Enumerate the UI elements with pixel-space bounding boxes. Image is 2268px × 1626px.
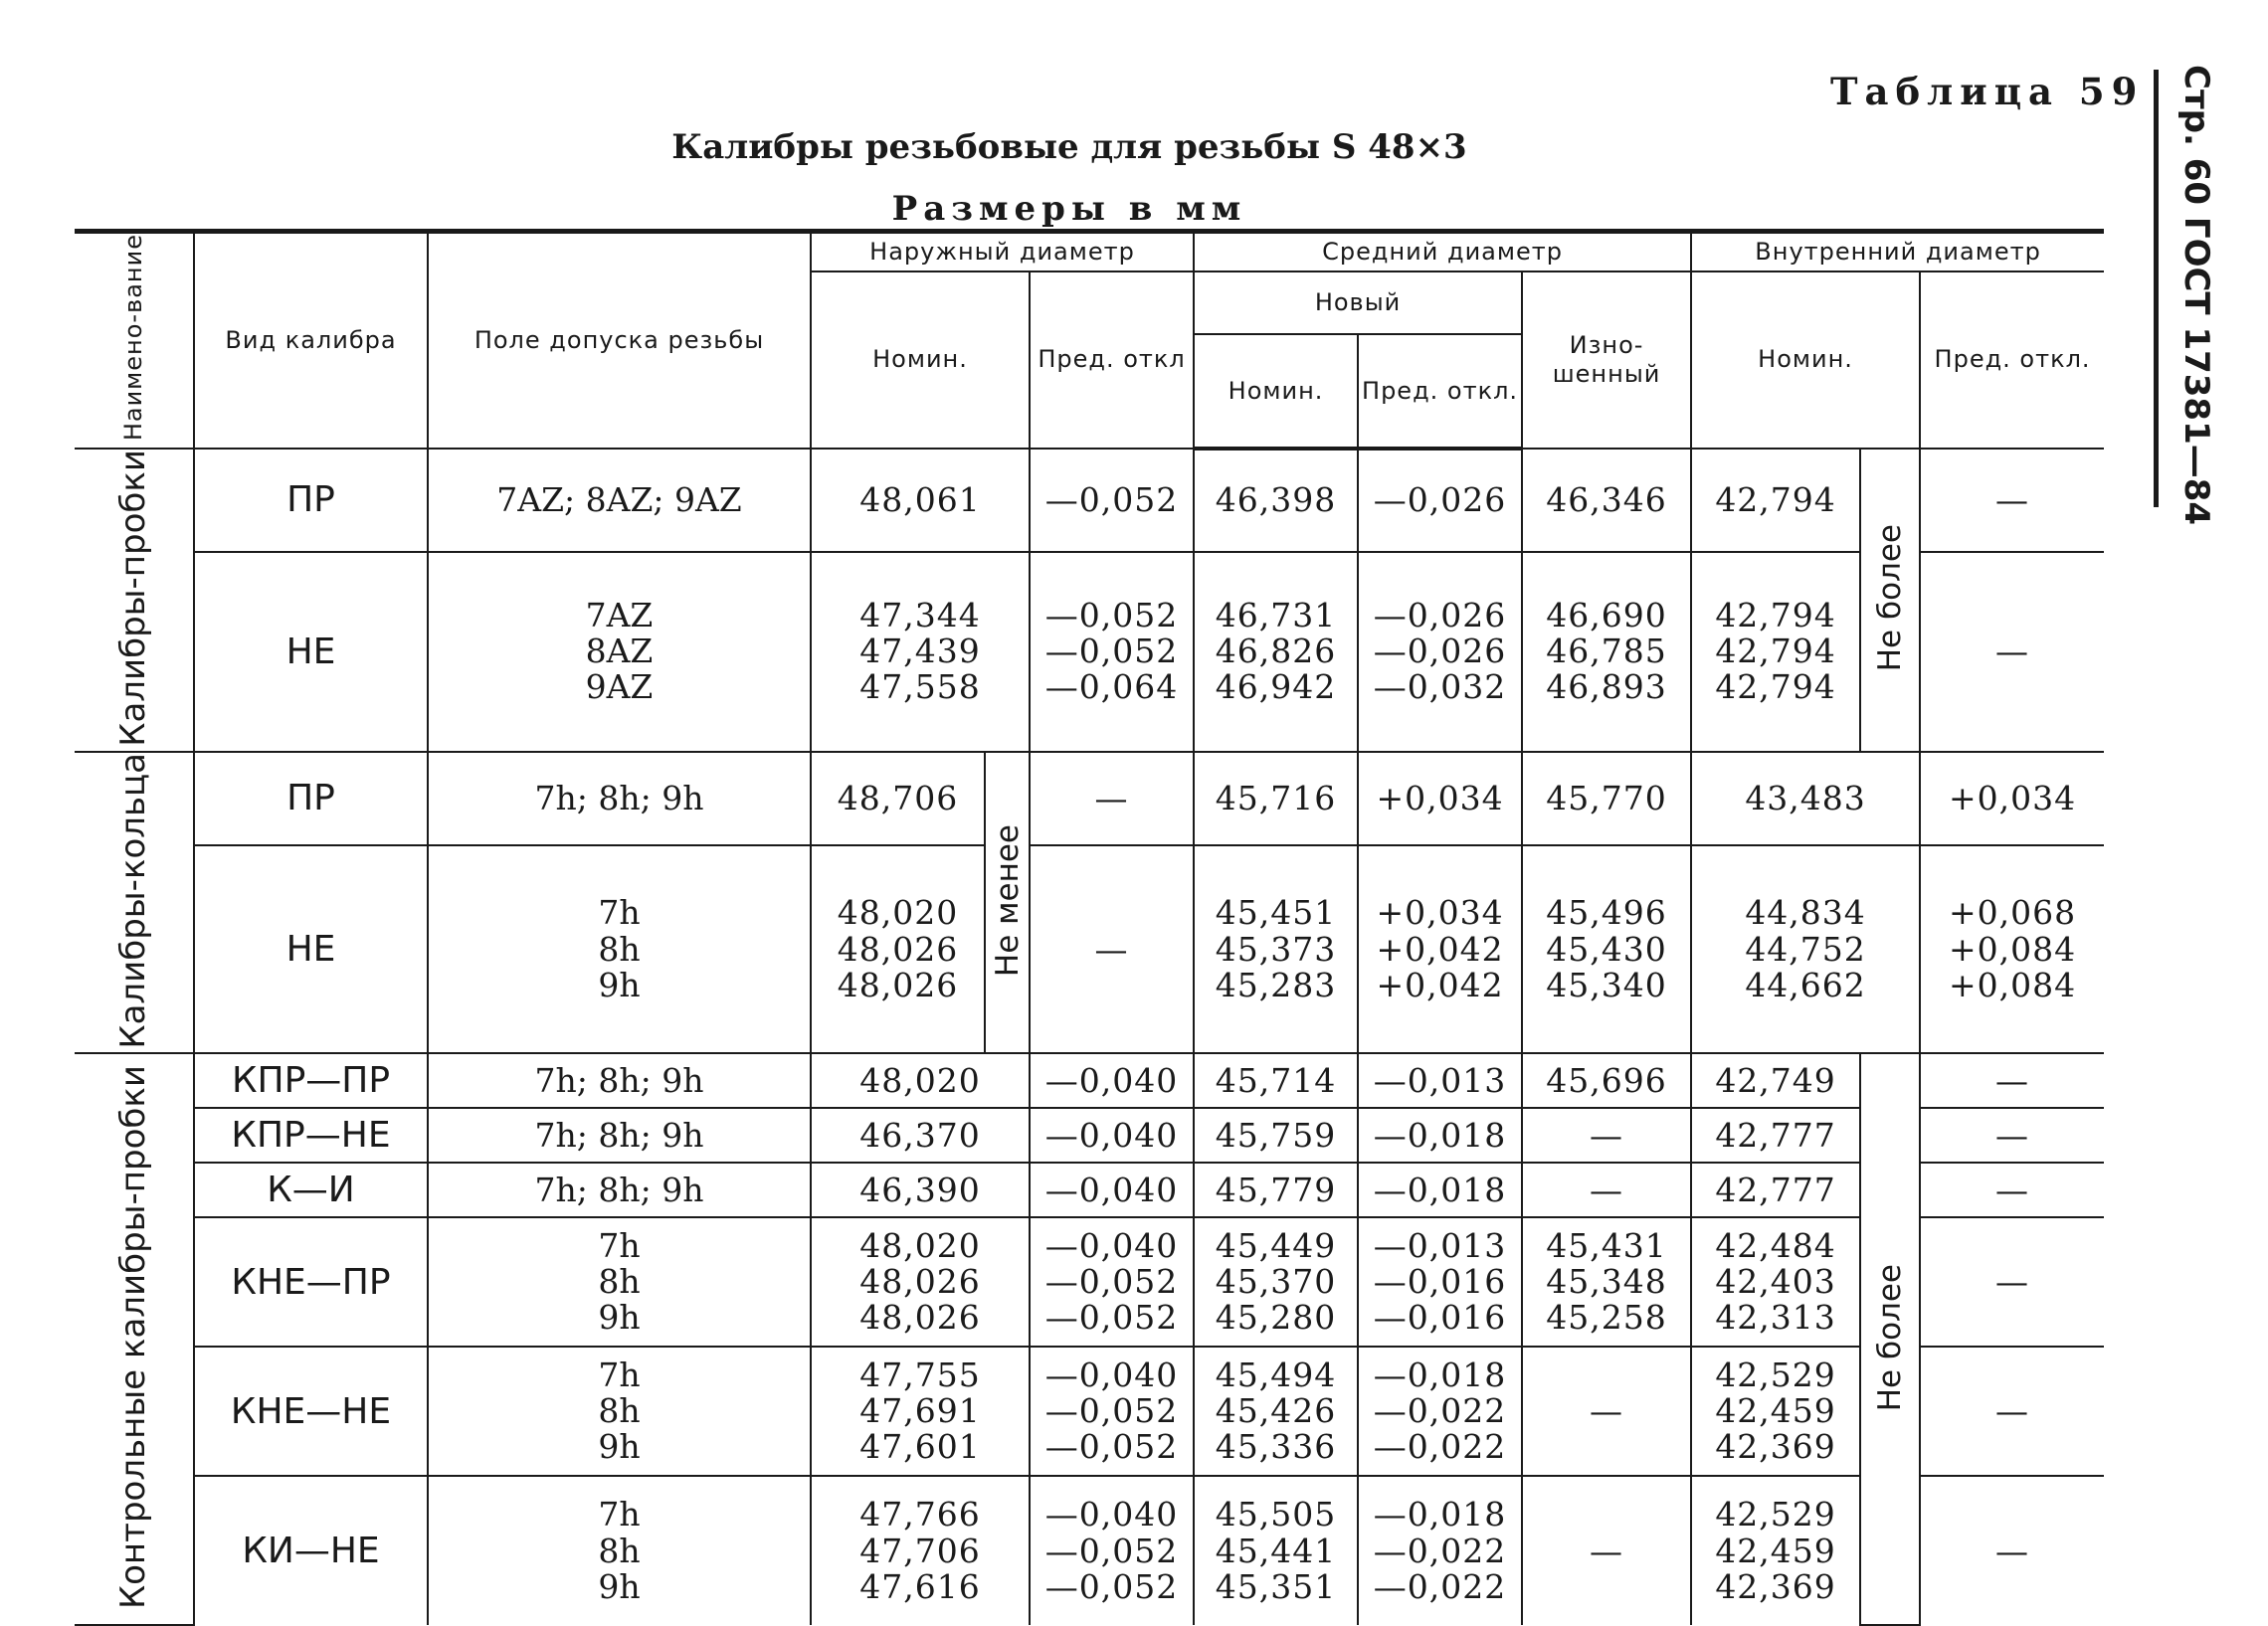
cell-kind: КПР—НЕ xyxy=(194,1108,428,1163)
cell-inner-dev: — xyxy=(1920,552,2104,752)
cell-inner-nom: 42,529 42,459 42,369 xyxy=(1691,1347,1860,1476)
cell-mean-dev: —0,013 —0,016 —0,016 xyxy=(1358,1217,1522,1347)
cell-inner-nom: 42,777 xyxy=(1691,1108,1860,1163)
cell-outer-nom: 47,755 47,691 47,601 xyxy=(811,1347,1030,1476)
cell-mean-nom: 45,779 xyxy=(1194,1163,1358,1217)
col-name-header: Наимено-вание xyxy=(75,232,194,449)
cell-outer-dev: —0,040 xyxy=(1030,1053,1194,1108)
cell-mean-dev: —0,018 xyxy=(1358,1108,1522,1163)
cell-inner-dev: — xyxy=(1920,1476,2104,1625)
table-number: Таблица 59 xyxy=(1830,70,2145,113)
cell-field: 7h; 8h; 9h xyxy=(428,752,811,845)
cell-outer-nom: 46,370 xyxy=(811,1108,1030,1163)
cell-kind: К—И xyxy=(194,1163,428,1217)
cell-field: 7h 8h 9h xyxy=(428,1476,811,1625)
cell-outer-nom: 48,020 xyxy=(811,1053,1030,1108)
mean-nom-header: Номин. xyxy=(1194,334,1358,449)
col-mean-header: Средний диаметр xyxy=(1194,232,1691,271)
cell-outer-nom: 48,020 48,026 48,026 xyxy=(811,1217,1030,1347)
outer-nom-header: Номин. xyxy=(811,271,1030,449)
inner-note-not-more: Не более xyxy=(1860,449,1920,752)
col-kind-header: Вид калибра xyxy=(194,232,428,449)
cell-outer-dev: —0,040 —0,052 —0,052 xyxy=(1030,1476,1194,1625)
cell-mean-nom: 45,716 xyxy=(1194,752,1358,845)
cell-outer-nom: 47,766 47,706 47,616 xyxy=(811,1476,1030,1625)
cell-kind: НЕ xyxy=(194,845,428,1053)
page-side-strip xyxy=(2176,65,2236,526)
cell-mean-nom: 45,759 xyxy=(1194,1108,1358,1163)
cell-kind: КПР—ПР xyxy=(194,1053,428,1108)
table-row xyxy=(75,1108,2104,1163)
outer-dev-header: Пред. откл xyxy=(1030,271,1194,449)
cell-mean-nom: 45,714 xyxy=(1194,1053,1358,1108)
col-outer-header: Наружный диаметр xyxy=(811,232,1194,271)
table-row xyxy=(75,845,2104,1053)
cell-inner-nom: 42,777 xyxy=(1691,1163,1860,1217)
cell-outer-nom: 48,706 xyxy=(811,752,985,845)
table-row xyxy=(75,1053,2104,1108)
cell-inner-dev: — xyxy=(1920,1053,2104,1108)
outer-note-not-less: Не менее xyxy=(985,752,1030,1054)
table-row xyxy=(75,1163,2104,1217)
col-field-header: Поле допуска резьбы xyxy=(428,232,811,449)
table-title: Калибры резьбовые для резьбы S 48×3 xyxy=(671,127,1467,167)
cell-worn: — xyxy=(1522,1163,1691,1217)
cell-worn: — xyxy=(1522,1108,1691,1163)
cell-inner-dev: — xyxy=(1920,1347,2104,1476)
cell-worn: — xyxy=(1522,1476,1691,1625)
group-control: Контрольные калибры-пробки xyxy=(75,1053,194,1625)
cell-outer-dev: —0,040 —0,052 —0,052 xyxy=(1030,1217,1194,1347)
cell-worn: 46,346 xyxy=(1522,449,1691,552)
cell-mean-dev: —0,026 xyxy=(1358,449,1522,552)
cell-mean-nom: 45,451 45,373 45,283 xyxy=(1194,845,1358,1053)
cell-mean-dev: —0,026 —0,026 —0,032 xyxy=(1358,552,1522,752)
cell-inner-nom: 42,794 xyxy=(1691,449,1860,552)
cell-worn: 45,770 xyxy=(1522,752,1691,845)
cell-outer-dev: — xyxy=(1030,752,1194,845)
cell-inner-nom: 42,529 42,459 42,369 xyxy=(1691,1476,1860,1625)
cell-inner-dev: +0,034 xyxy=(1920,752,2104,845)
cell-inner-dev: — xyxy=(1920,449,2104,552)
cell-outer-dev: —0,052 xyxy=(1030,449,1194,552)
cell-inner-nom: 42,749 xyxy=(1691,1053,1860,1108)
cell-outer-nom: 47,344 47,439 47,558 xyxy=(811,552,1030,752)
cell-inner-dev: +0,068 +0,084 +0,084 xyxy=(1920,845,2104,1053)
cell-field: 7h; 8h; 9h xyxy=(428,1053,811,1108)
cell-field: 7h 8h 9h xyxy=(428,1217,811,1347)
inner-nom-header: Номин. xyxy=(1691,271,1920,449)
cell-kind: НЕ xyxy=(194,552,428,752)
cell-outer-dev: — xyxy=(1030,845,1194,1053)
cell-kind: КНЕ—НЕ xyxy=(194,1347,428,1476)
cell-inner-nom: 42,794 42,794 42,794 xyxy=(1691,552,1860,752)
cell-kind: КНЕ—ПР xyxy=(194,1217,428,1347)
cell-mean-nom: 45,505 45,441 45,351 xyxy=(1194,1476,1358,1625)
cell-outer-nom: 48,061 xyxy=(811,449,1030,552)
cell-field: 7AZ 8AZ 9AZ xyxy=(428,552,811,752)
cell-worn: 45,696 xyxy=(1522,1053,1691,1108)
cell-field: 7h; 8h; 9h xyxy=(428,1163,811,1217)
table-row xyxy=(75,1347,2104,1476)
units-caption: Размеры в мм xyxy=(891,189,1247,229)
inner-dev-header: Пред. откл. xyxy=(1920,271,2104,449)
cell-mean-dev: —0,013 xyxy=(1358,1053,1522,1108)
gauge-table xyxy=(75,229,2104,1626)
cell-worn: — xyxy=(1522,1347,1691,1476)
mean-worn-header: Изно-шенный xyxy=(1522,271,1691,449)
table-row xyxy=(75,752,2104,845)
cell-inner-nom: 42,484 42,403 42,313 xyxy=(1691,1217,1860,1347)
mean-dev-header: Пред. откл. xyxy=(1358,334,1522,449)
cell-mean-dev: —0,018 xyxy=(1358,1163,1522,1217)
cell-outer-nom: 48,020 48,026 48,026 xyxy=(811,845,985,1053)
cell-outer-dev: —0,040 —0,052 —0,052 xyxy=(1030,1347,1194,1476)
cell-mean-nom: 45,494 45,426 45,336 xyxy=(1194,1347,1358,1476)
cell-inner-dev: — xyxy=(1920,1163,2104,1217)
cell-outer-dev: —0,040 xyxy=(1030,1163,1194,1217)
cell-outer-dev: —0,052 —0,052 —0,064 xyxy=(1030,552,1194,752)
cell-kind: КИ—НЕ xyxy=(194,1476,428,1625)
cell-mean-dev: +0,034 xyxy=(1358,752,1522,845)
table-row xyxy=(75,552,2104,752)
col-inner-header: Внутренний диаметр xyxy=(1691,232,2104,271)
cell-worn: 45,496 45,430 45,340 xyxy=(1522,845,1691,1053)
cell-inner-dev: — xyxy=(1920,1108,2104,1163)
cell-mean-nom: 45,449 45,370 45,280 xyxy=(1194,1217,1358,1347)
cell-kind: ПР xyxy=(194,752,428,845)
table-row xyxy=(75,1217,2104,1347)
cell-inner-nom: 44,834 44,752 44,662 xyxy=(1691,845,1920,1053)
group-plugs: Калибры-пробки xyxy=(75,449,194,752)
cell-mean-dev: +0,034 +0,042 +0,042 xyxy=(1358,845,1522,1053)
table-row xyxy=(75,449,2104,552)
cell-field: 7h; 8h; 9h xyxy=(428,1108,811,1163)
inner-note-not-more-control: Не более xyxy=(1860,1053,1920,1625)
table-row xyxy=(75,1476,2104,1625)
group-rings: Калибры-кольца xyxy=(75,752,194,1054)
cell-inner-nom: 43,483 xyxy=(1691,752,1920,845)
side-rule xyxy=(2154,70,2159,507)
cell-outer-dev: —0,040 xyxy=(1030,1108,1194,1163)
cell-outer-nom: 46,390 xyxy=(811,1163,1030,1217)
cell-worn: 45,431 45,348 45,258 xyxy=(1522,1217,1691,1347)
cell-kind: ПР xyxy=(194,449,428,552)
page-standard-label: Стр. 60 ГОСТ 17381—84 xyxy=(2176,65,2216,526)
cell-field: 7h 8h 9h xyxy=(428,1347,811,1476)
cell-field: 7AZ; 8AZ; 9AZ xyxy=(428,449,811,552)
cell-mean-nom: 46,398 xyxy=(1194,449,1358,552)
cell-mean-dev: —0,018 —0,022 —0,022 xyxy=(1358,1476,1522,1625)
cell-mean-nom: 46,731 46,826 46,942 xyxy=(1194,552,1358,752)
cell-field: 7h 8h 9h xyxy=(428,845,811,1053)
mean-new-header: Новый xyxy=(1194,271,1522,334)
cell-worn: 46,690 46,785 46,893 xyxy=(1522,552,1691,752)
cell-mean-dev: —0,018 —0,022 —0,022 xyxy=(1358,1347,1522,1476)
cell-inner-dev: — xyxy=(1920,1217,2104,1347)
